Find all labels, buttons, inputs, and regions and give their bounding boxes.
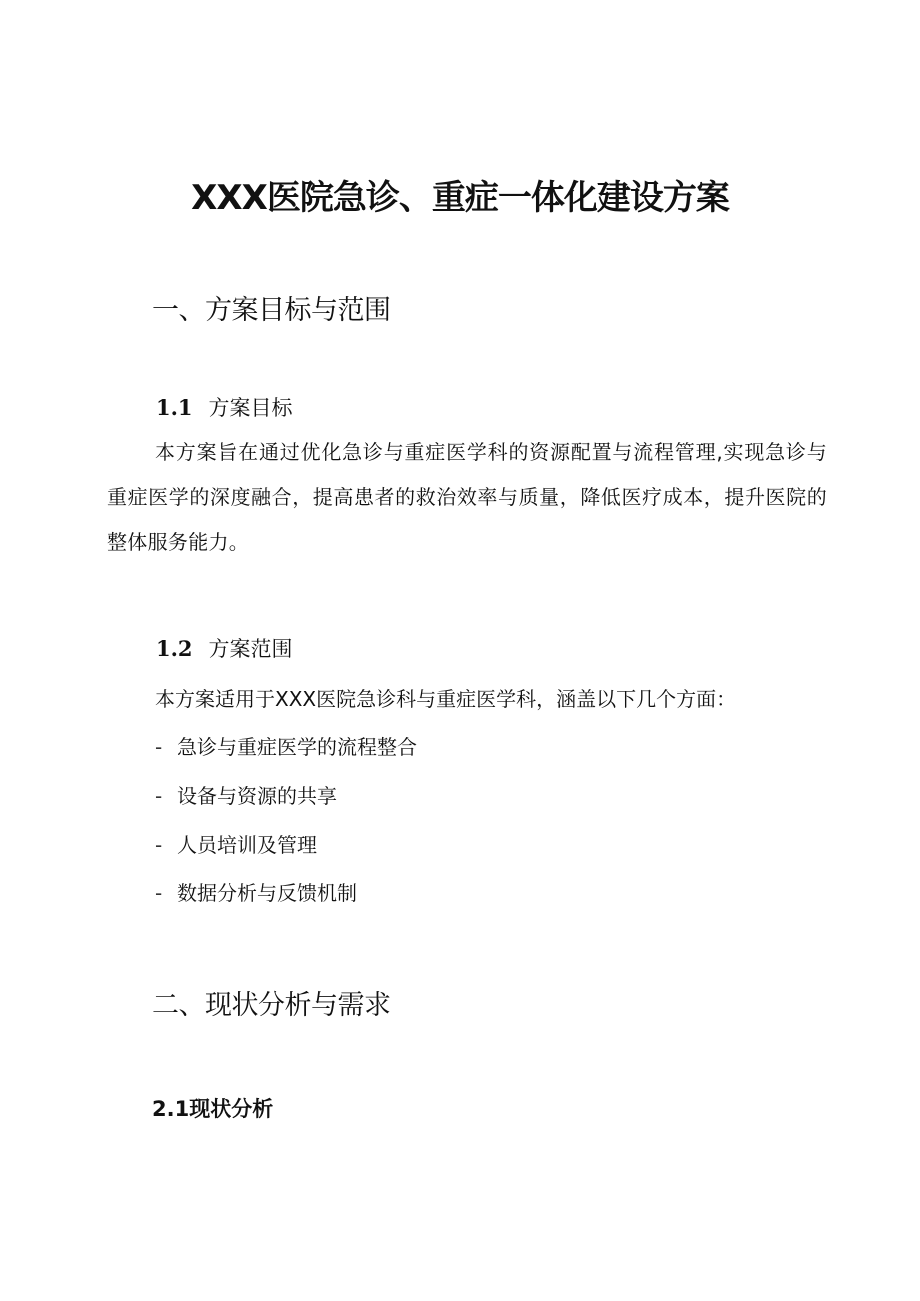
list-bullet-marker: - <box>155 735 163 759</box>
list-item-text: 人员培训及管理 <box>177 833 317 857</box>
section-1-1-title: 方案目标 <box>208 396 293 420</box>
list-item-text: 设备与资源的共享 <box>177 784 337 808</box>
section-1-1-paragraph: 本方案旨在通过优化急诊与重症医学科的资源配置与流程管理,实现急诊与重症医学的深度融合，提高患者的救治效率与质量，降低医疗成本，提升医院的整体服务能力。 <box>107 440 827 554</box>
section-1-1-number: 1.1 <box>156 395 193 420</box>
list-item <box>155 877 357 906</box>
section-1-2-title: 方案范围 <box>208 637 293 661</box>
document-title: XXX医院急诊、重症一体化建设方案 <box>191 178 729 218</box>
section-1-2-intro: 本方案适用于XXX医院急诊科与重症医学科，涵盖以下几个方面： <box>155 687 737 711</box>
section-1-2-heading <box>156 633 293 663</box>
list-bullet-marker: - <box>155 784 163 808</box>
list-item <box>155 731 417 760</box>
list-item <box>155 780 337 809</box>
list-item-text: 数据分析与反馈机制 <box>177 881 357 905</box>
list-bullet-marker: - <box>155 833 163 857</box>
section-2-heading: 二、现状分析与需求 <box>152 990 391 1021</box>
list-item <box>155 829 317 858</box>
list-item-text: 急诊与重症医学的流程整合 <box>177 735 417 759</box>
section-2-1-heading: 2.1现状分析 <box>152 1097 274 1121</box>
section-1-heading: 一、方案目标与范围 <box>152 295 391 326</box>
section-1-1-heading <box>156 392 293 422</box>
list-bullet-marker: - <box>155 881 163 905</box>
section-1-2-number: 1.2 <box>156 636 193 661</box>
